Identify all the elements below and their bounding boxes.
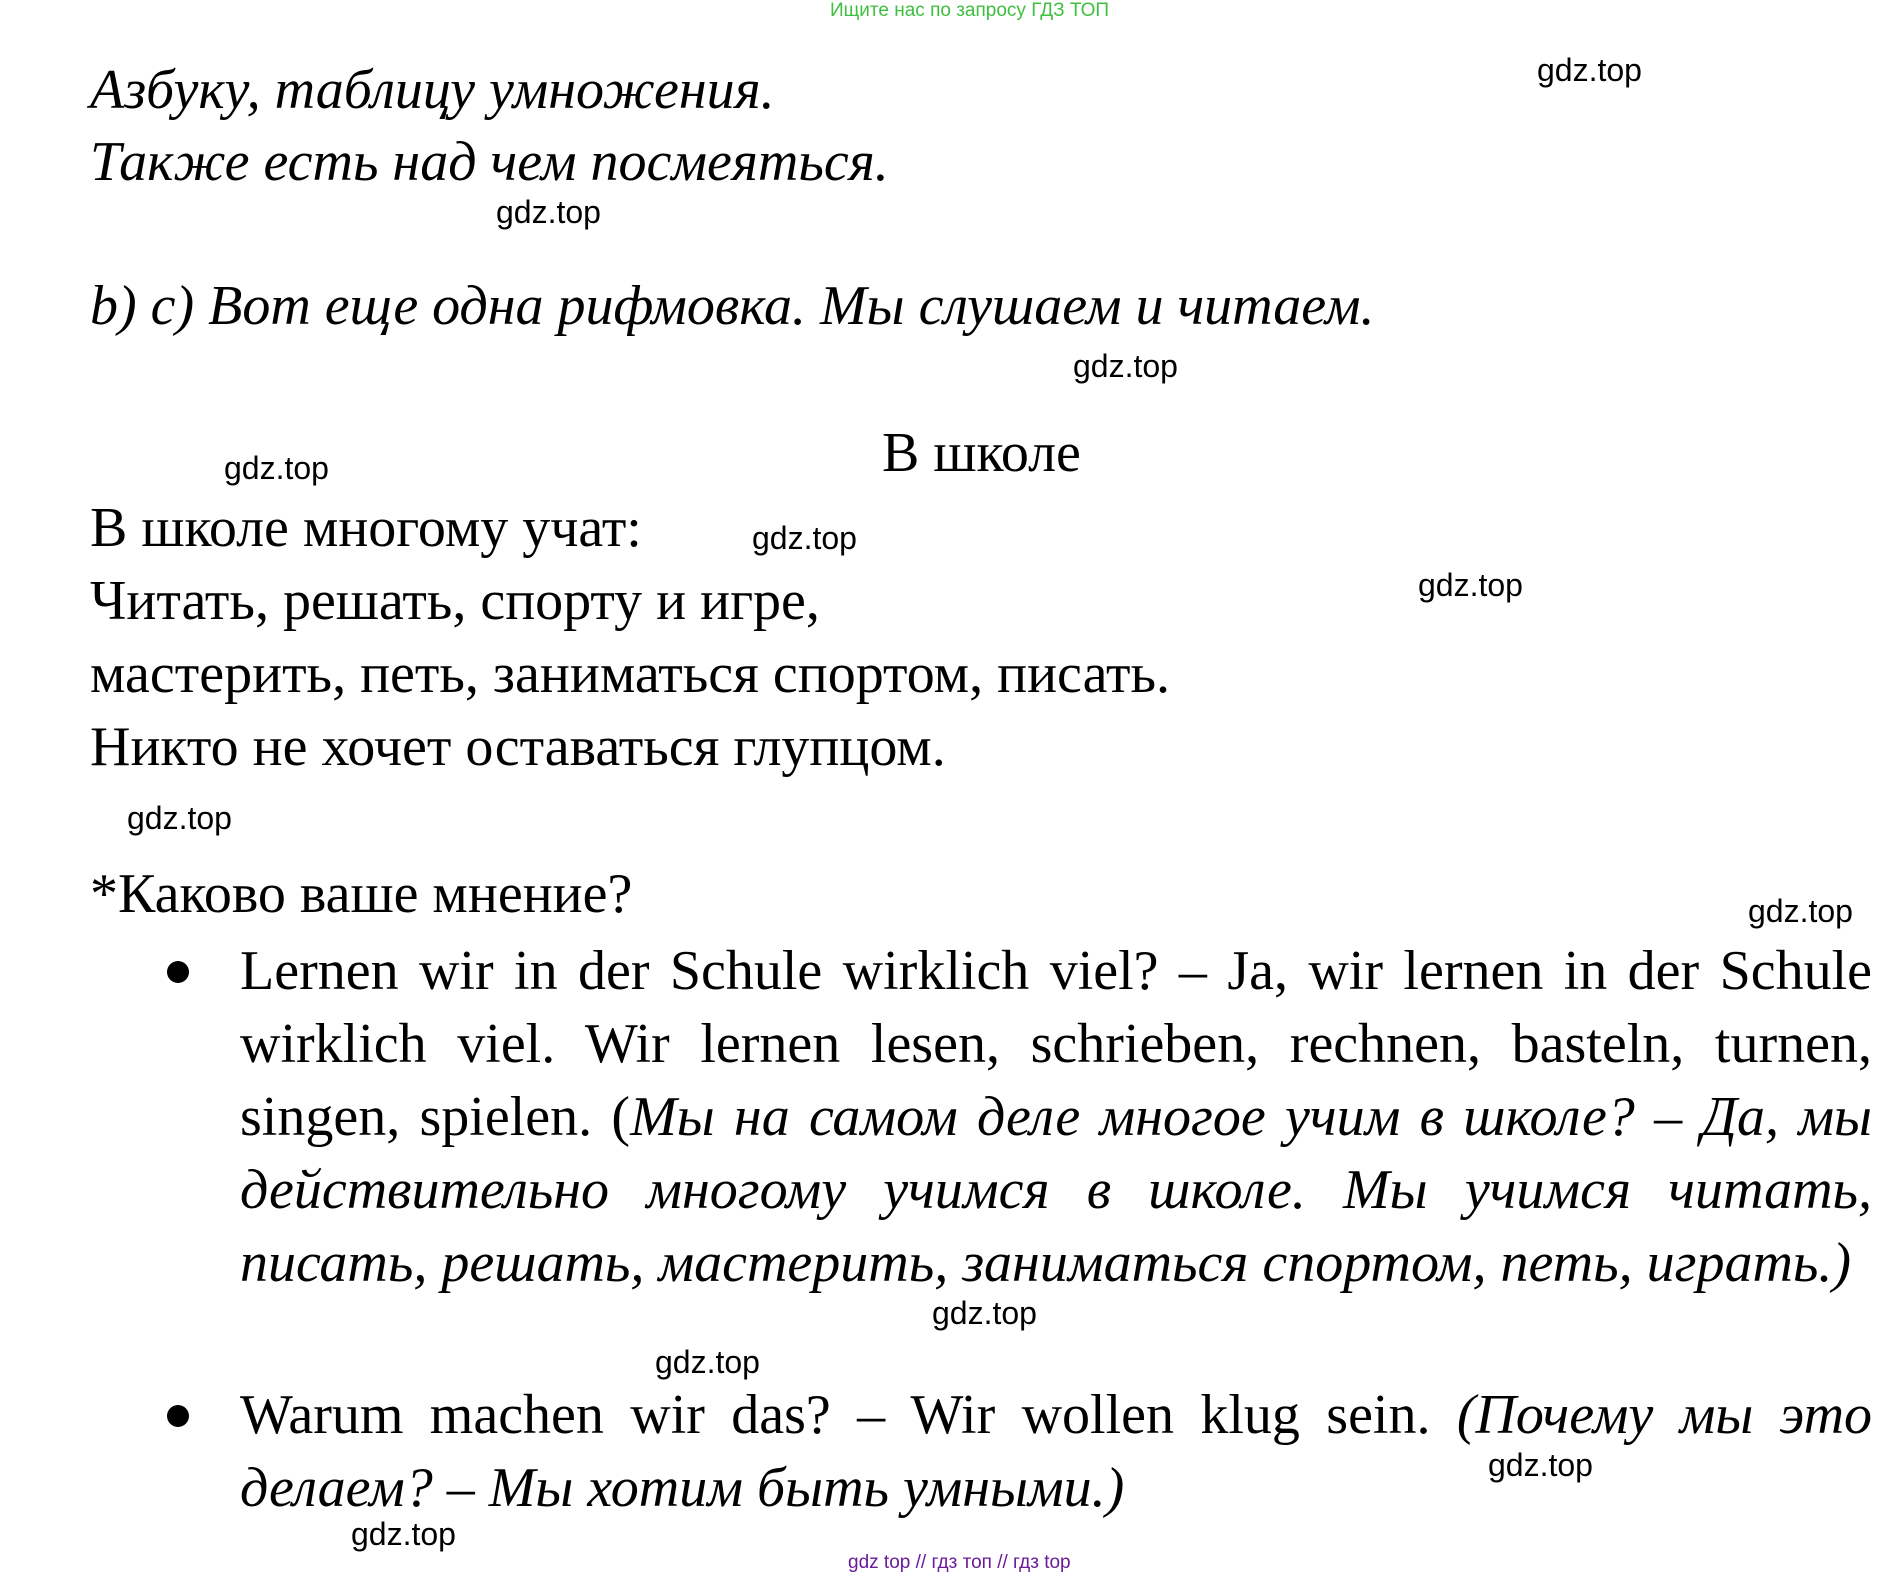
watermark: gdz.top <box>932 1295 1037 1331</box>
poem-line: Никто не хочет оставаться глупцом. <box>90 716 946 778</box>
poem-title: В школе <box>882 422 1081 484</box>
watermark: gdz.top <box>224 450 329 486</box>
watermark: gdz.top <box>1073 348 1178 384</box>
watermark: gdz.top <box>1418 567 1523 603</box>
text-line: Также есть над чем посмеяться. <box>90 131 889 193</box>
footer-links[interactable]: gdz top // гдз топ // гдз top <box>848 1552 1071 1573</box>
watermark: gdz.top <box>1748 893 1853 929</box>
russian-translation: Мы на самом деле многое учим в школе? – Да, мы действительно многому учимся в школе. Мы учимся читать, писать, решать, мастерить, заниматься спортом, петь, играть.) <box>240 1086 1872 1294</box>
poem-line: В школе многому учат: <box>90 497 642 559</box>
watermark: gdz.top <box>655 1344 760 1380</box>
german-answer: Warum machen wir das? – Wir wollen klug sein. <box>240 1384 1457 1446</box>
watermark: gdz.top <box>1537 52 1642 88</box>
question-heading: *Каково ваше мнение? <box>90 863 633 925</box>
poem-line: Читать, решать, спорту и игре, <box>90 570 820 632</box>
russian-translation: (Почему мы это делаем? – Мы хотим быть умными.) <box>240 1384 1873 1519</box>
exercise-heading: b) c) Вот еще одна рифмовка. Мы слушаем и читаем. <box>90 275 1375 337</box>
bullet-item <box>240 935 1872 1300</box>
bullet-item <box>240 1379 1872 1525</box>
watermark: gdz.top <box>127 800 232 836</box>
watermark: gdz.top <box>351 1516 456 1552</box>
watermark: gdz.top <box>1488 1447 1593 1483</box>
bullet-icon <box>167 961 189 983</box>
watermark: gdz.top <box>752 520 857 556</box>
poem-line: мастерить, петь, заниматься спортом, писать. <box>90 643 1170 705</box>
top-banner: Ищите нас по запросу ГДЗ ТОП <box>830 0 1110 21</box>
text-line: Азбуку, таблицу умножения. <box>90 59 775 121</box>
german-answer: Lernen wir in der Schule wirklich viel? – Ja, wir lernen in der Schule wirklich viel. Wir lernen lesen, schrieben, rechnen, basteln, turnen, singen, spielen. ( <box>240 940 1872 1148</box>
bullet-icon <box>167 1405 189 1427</box>
watermark: gdz.top <box>496 194 601 230</box>
